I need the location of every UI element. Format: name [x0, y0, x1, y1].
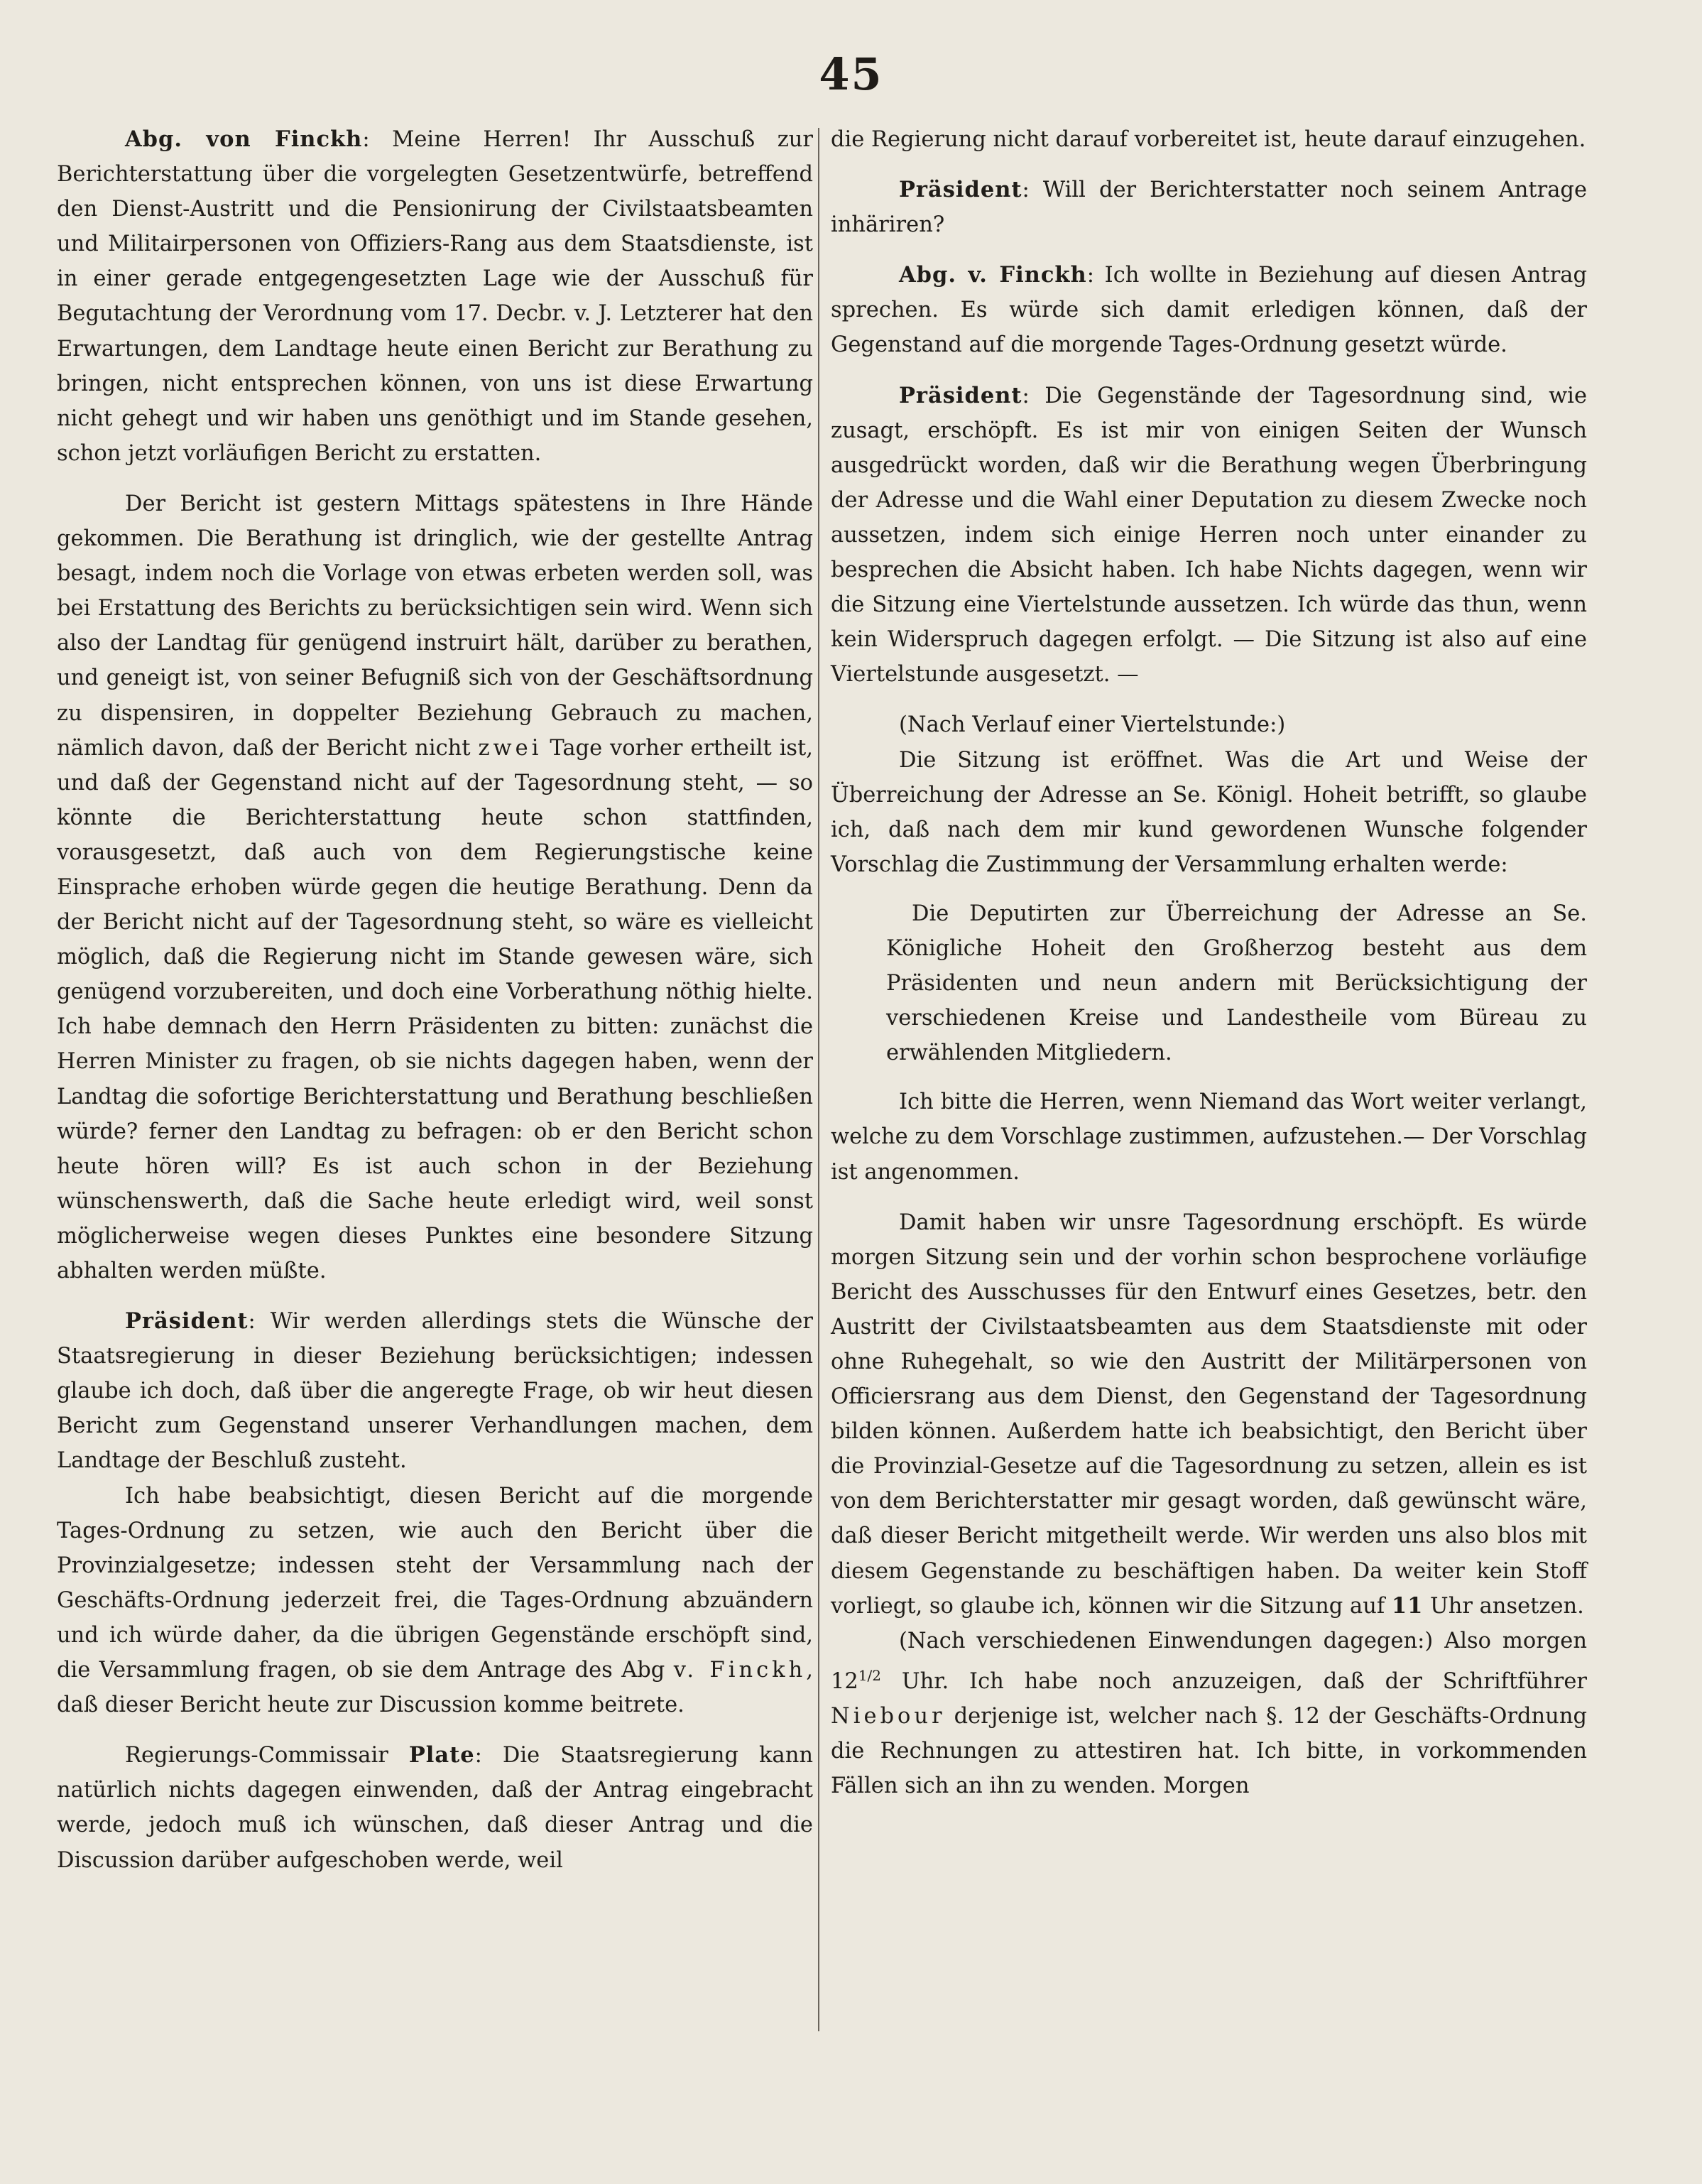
speech-finckh-continued	[57, 487, 813, 1288]
speech-text: Die Sitzung ist eröffnet. Was die Art und Weise der Überreichung der Adresse an Se. Königl. Hoheit betrifft, so glaube ich, daß nach dem mir kund gewordenen Wunsche folgender Vorschlag die Zustimmung der Versammlung erhalten werde:	[831, 747, 1587, 877]
time-value: 11	[1391, 1592, 1424, 1619]
speech-text: , daß dieser Bericht heute zur Discussion komme beitrete.	[57, 1658, 813, 1718]
speech-plate	[57, 1738, 813, 1877]
page-number: 45	[819, 48, 883, 100]
speech-president-vote	[831, 1085, 1587, 1189]
speech-text: Tage vorher ertheilt ist, und daß der Gegenstand nicht auf der Tagesordnung steht, — so könnte die Berichterstattung heute schon stattfinden, vorausgesetzt, daß auch von dem Regierungstische keine Einsprache erhoben würde gegen die heutige Berathung. Denn da der Bericht nicht auf der Tagesordnung steht, so wäre es vielleicht möglich, daß die Regierung nicht im Stande gewesen wäre, sich genügend vorzubereiten, und doch eine Vorberathung nöthig hielte. Ich habe demnach den Herrn Präsidenten zu bitten: zunächst die Herren Minister zu fragen, ob sie nichts dagegen haben, wenn der Landtag die sofortige Berichterstattung und Berathung beschließen würde? ferner den Landtag zu befragen: ob er den Bericht schon heute hören will? Es ist auch schon in der Beziehung wünschenswerth, daß die Sache heute erledigt wird, weil sonst möglicherweise wegen dieses Punktes eine besondere Sitzung abhalten werden müßte.	[57, 735, 814, 1283]
spaced-name: Niebour	[831, 1704, 946, 1729]
speaker-title: Regierungs-Commissair	[125, 1743, 388, 1769]
speaker-name: Abg. v. Finckh	[899, 262, 1087, 288]
speaker-name: Präsident	[899, 177, 1022, 203]
speech-president-agenda	[831, 379, 1587, 692]
speech-text: Ich habe beabsichtigt, diesen Bericht auf die morgende Tages-Ordnung zu setzen, wie auch den Bericht über die Provinzialgesetze; indessen steht der Versammlung nach der Geschäfts-Ordnung jederzeit frei, die Tages-Ordnung abzuändern und ich würde daher, da die übrigen Gegenstände erschöpft sind, die Versammlung fragen, ob sie dem Antrage des Abg	[57, 1483, 813, 1683]
speech-text: Damit haben wir unsre Tagesordnung erschöpft. Es würde morgen Sitzung sein und der vorhin schon besprochene vorläufige Bericht des Ausschusses für den Entwurf eines Gesetzes, betr. den Austritt der Civilstaatsbeamten aus dem Staatsdienste mit oder ohne Ruhegehalt, so wie den Austritt der Militärpersonen von Officiersrang aus dem Dienst, den Gegenstand der Tagesordnung bilden können. Außerdem hatte ich beabsichtigt, den Bericht über die Provinzial-Gesetze auf die Tagesordnung zu setzen, allein es ist von dem Berichterstatter mir gesagt worden, daß gewünscht wäre, daß dieser Bericht mitgetheilt werde. Wir werden uns also blos mit diesem Gegenstande zu beschäftigen haben. Da weiter kein Stoff vorliegt, so glaube ich, können wir die Sitzung auf	[831, 1210, 1587, 1619]
speech-president-reply	[57, 1304, 813, 1478]
speaker-name: Präsident	[899, 382, 1022, 408]
spaced-name: v. Finckh	[673, 1658, 807, 1683]
spaced-word: zwei	[478, 735, 542, 761]
speech-text: : Will der Berichterstatter noch seinem Antrage inhäriren?	[831, 178, 1587, 238]
speech-text: : Ich wollte in Beziehung auf diesen Antrag sprechen. Es würde sich damit erledigen können, daß der Gegenstand auf die morgende Tages-Ordnung gesetzt würde.	[831, 263, 1587, 358]
speech-president-final	[831, 1624, 1587, 1804]
proposal-quote	[831, 896, 1587, 1070]
speaker-name: Plate	[408, 1742, 475, 1769]
speaker-name: Abg. von Finckh	[125, 126, 363, 152]
speech-text: die Regierung nicht darauf vorbereitet ist, heute darauf einzugehen.	[831, 127, 1586, 152]
column-divider	[818, 128, 819, 2031]
stage-direction	[831, 707, 1587, 742]
speech-text: Der Bericht ist gestern Mittags spätestens in Ihre Hände gekommen. Die Berathung ist dringlich, wie der gestellte Antrag besagt, indem noch die Vorlage von etwas erbeten werden soll, was bei Erstattung des Berichts zu berücksichtigen sein wird. Wenn sich also der Landtag für genügend instruirt hält, darüber zu berathen, und geneigt ist, von seiner Befugniß sich von der Geschäftsordnung zu dispensiren, in doppelter Beziehung Gebrauch zu machen, nämlich davon, daß der Bericht nicht	[57, 491, 813, 761]
right-column	[831, 122, 1587, 1803]
speech-text: : Wir werden allerdings stets die Wünsche der Staatsregierung in dieser Beziehung berücksichtigen; indessen glaube ich doch, daß über die angeregte Frage, ob wir heut diesen Bericht zum Gegenstand unserer Verhandlungen machen, dem Landtage der Beschluß zusteht.	[57, 1309, 813, 1474]
speech-president-continued	[57, 1479, 813, 1723]
speech-text: : Die Staatsregierung kann natürlich nichts dagegen einwenden, daß der Antrag eingebracht werde, jedoch muß ich wünschen, daß dieser Antrag und die Discussion darüber aufgeschoben werde, weil	[57, 1743, 813, 1873]
speech-plate-continued	[831, 122, 1587, 157]
speech-text: (Nach verschiedenen Einwendungen dagegen:) Also morgen 12	[831, 1628, 1587, 1694]
speech-text: : Die Gegenstände der Tagesordnung sind, wie zusagt, erschöpft. Es ist mir von einigen Seiten der Wunsch ausgedrückt worden, daß wir die Berathung wegen Überbringung der Adresse und die Wahl einer Deputation zu diesem Zwecke noch aussetzen, indem sich einige Herren noch unter einander zu besprechen die Absicht haben. Ich habe Nichts dagegen, wenn wir die Sitzung eine Viertelstunde aussetzen. Ich würde das thun, wenn kein Widerspruch dagegen erfolgt. — Die Sitzung ist also auf eine Viertelstunde ausgesetzt. —	[831, 383, 1587, 688]
fraction: 1/2	[858, 1666, 881, 1684]
speech-text: Uhr. Ich habe noch anzuzeigen, daß der Schriftführer	[901, 1669, 1587, 1694]
speech-text: Uhr ansetzen.	[1430, 1593, 1584, 1619]
speech-president-closing	[831, 1205, 1587, 1624]
speech-text: Ich bitte die Herren, wenn Niemand das Wort weiter verlangt, welche zu dem Vorschlage zustimmen, aufzustehen.— Der Vorschlag ist angenommen.	[831, 1090, 1587, 1185]
speaker-name: Präsident	[125, 1308, 249, 1335]
left-column	[57, 122, 813, 1878]
speech-president-resumed	[831, 743, 1587, 882]
speech-text: derjenige ist, welcher nach §. 12 der Geschäfts-Ordnung die Rechnungen zu attestiren hat. Ich bitte, in vorkommenden Fällen sich an ihn zu wenden. Morgen	[831, 1704, 1587, 1799]
speech-text: : Meine Herren! Ihr Ausschuß zur Berichterstattung über die vorgelegten Gesetzentwürfe, betreffend den Dienst-Austritt und die Pensionirung der Civilstaatsbeamten und Militairpersonen von Offiziers-Rang aus dem Staatsdienste, ist in einer gerade entgegengesetzten Lage wie der Ausschuß für Begutachtung der Verordnung vom 17. Decbr. v. J. Letzterer hat den Erwartungen, dem Landtage heute einen Bericht zur Berathung zu bringen, nicht entsprechen können, von uns ist diese Erwartung nicht gehegt und wir haben uns genöthigt und im Stande gesehen, schon jetzt vorläufigen Bericht zu erstatten.	[57, 127, 813, 466]
speech-finckh-reply	[831, 258, 1587, 362]
speech-president-question	[831, 173, 1587, 242]
stage-direction-text: (Nach Verlauf einer Viertelstunde:)	[899, 712, 1286, 738]
quote-text: Die Deputirten zur Überreichung der Adresse an Se. Königliche Hoheit den Großherzog besteht aus dem Präsidenten und neun andern mit Berücksichtigung der verschiedenen Kreise und Landestheile vom Büreau zu erwählenden Mitgliedern.	[886, 901, 1587, 1066]
speech-finckh-opening	[57, 122, 813, 471]
